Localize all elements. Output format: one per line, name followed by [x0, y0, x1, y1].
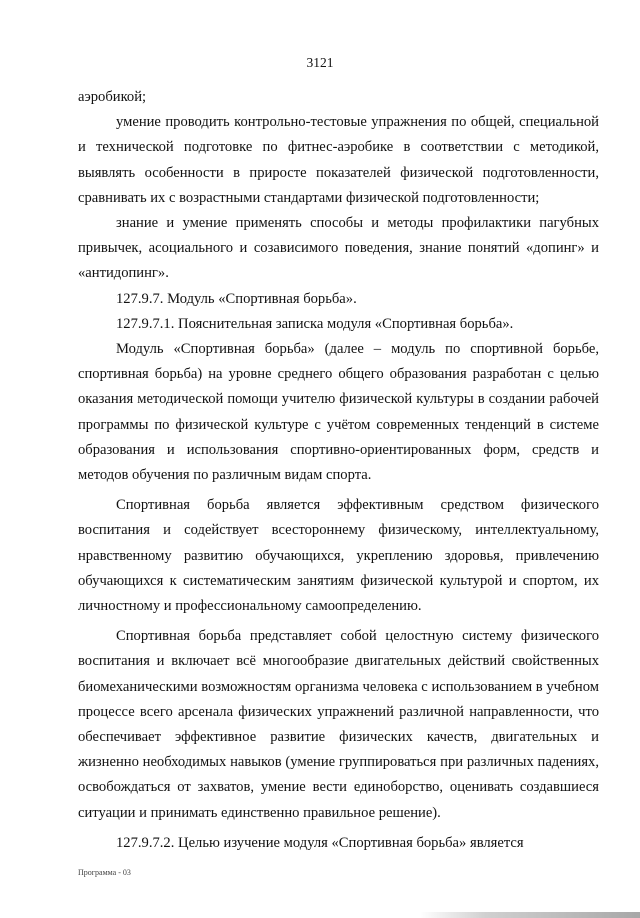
- paragraph-module-purpose: Модуль «Спортивная борьба» (далее – модуль по спортивной борьбе, спортивная борьба) на уровне среднего общего образования разработан с целью оказания методической помощи учителю физической культуры в создании рабочей программы по физической культуре с учётом современных тенденций в системе образования и использования спортивно-ориентированных форм, средств и методов обучения по различным видам спорта.: [78, 341, 599, 484]
- page-number: 3121: [306, 55, 334, 70]
- subsection-heading-127-9-7-1: 127.9.7.1. Пояснительная записка модуля «Спортивная борьба».: [116, 315, 514, 332]
- paragraph-2: умение проводить контрольно-тестовые упражнения по общей, специальной и технической подготовке по фитнес-аэробике в соответствии с методикой, выявлять особенности в приросте показателей физической подготовленности, сравнивать их с возрастными стандартами физической подготовленности;: [78, 114, 599, 206]
- section-heading-127-9-7: 127.9.7. Модуль «Спортивная борьба».: [116, 290, 357, 307]
- paragraph-wrestling-system: Спортивная борьба представляет собой целостную систему физического воспитания и включает всё многообразие двигательных действий свойственных биомеханическими возможностям организма человека с использованием в учебном процессе всего арсенала физических упражнений различной направленности, что обеспечивает эффективное развитие физических качеств, двигательных и жизненно необходимых навыков (умение группироваться при различных падениях, освобождаться от захватов, умение вести единоборство, оценивать создавшиеся ситуации и принимать единственно правильное решение).: [78, 628, 599, 821]
- footer-note: Программа - 03: [78, 868, 131, 877]
- scan-artifact: [420, 912, 640, 918]
- paragraph-3: знание и умение применять способы и методы профилактики пагубных привычек, асоциального и созависимого поведения, знание понятий «допинг» и «антидопинг».: [78, 215, 599, 282]
- paragraph-1: аэробикой;: [78, 89, 147, 105]
- paragraph-wrestling-effective: Спортивная борьба является эффективным средством физического воспитания и содействует всестороннему физическому, интеллектуальному, нравственному развитию обучающихся, укреплению здоровья, привлечению обучающихся к систематическим занятиям физической культурой и спортом, их личностному и профессиональному самоопределению.: [78, 497, 599, 615]
- paragraph-127-9-7-2: 127.9.7.2. Целью изучение модуля «Спортивная борьба» является: [116, 834, 524, 851]
- document-body: [78, 85, 599, 856]
